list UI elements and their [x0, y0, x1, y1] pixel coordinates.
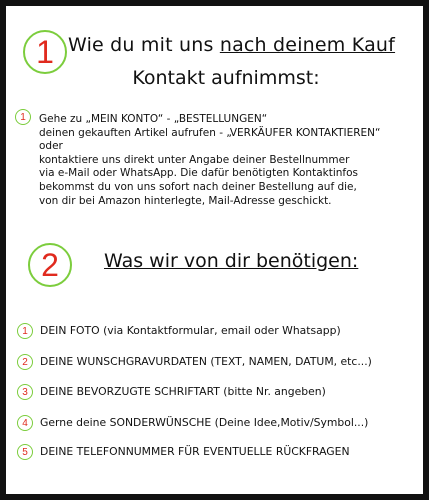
- section-2-number-badge: [28, 243, 72, 287]
- item-2-number: 2: [22, 356, 28, 368]
- instruction-line: via e-Mail oder WhatsApp. Die dafür benötigten Kontaktinfos: [39, 167, 358, 180]
- section-1-number: 1: [36, 33, 54, 70]
- item-2-text: DEINE WUNSCHGRAVURDATEN (TEXT, NAMEN, DATUM, etc...): [40, 355, 372, 368]
- section-1-number-badge: [23, 30, 67, 74]
- instruction-line: oder: [39, 140, 63, 153]
- item-5-badge: [17, 444, 33, 460]
- title-prefix: Wie du mit uns: [68, 34, 220, 56]
- instruction-line: bekommst du von uns sofort nach deiner Bestellung auf die,: [39, 180, 357, 193]
- instruction-line: kontaktiere uns direkt unter Angabe deiner Bestellnummer: [39, 153, 350, 166]
- item-4-text: Gerne deine SONDERWÜNSCHE (Deine Idee,Motiv/Symbol...): [40, 416, 369, 429]
- item-3-number: 3: [22, 386, 28, 398]
- item-5-text: DEINE TELEFONNUMMER FÜR EVENTUELLE RÜCKFRAGEN: [40, 445, 350, 458]
- title-underlined: nach deinem Kauf: [219, 34, 396, 56]
- item-3-text: DEINE BEVORZUGTE SCHRIFTART (bitte Nr. angeben): [40, 385, 326, 398]
- instruction-line: von dir bei Amazon hinterlegte, Mail-Adresse geschickt.: [39, 194, 332, 207]
- section-2-title: Was wir von dir benötigen:: [104, 250, 359, 272]
- instruction-line: Gehe zu „MEIN KONTO“ - „BESTELLUNGEN“: [39, 113, 268, 125]
- item-1-text: DEIN FOTO (via Kontaktformular, email oder Whatsapp): [40, 324, 341, 337]
- item-4-badge: [17, 415, 33, 431]
- item-3-badge: [17, 384, 33, 400]
- item-5-number: 5: [22, 446, 28, 458]
- step-number-badge: [15, 109, 31, 125]
- step-number: 1: [20, 111, 26, 123]
- section-1-title-line2: Kontakt aufnimmst:: [132, 67, 320, 89]
- item-2-badge: [17, 354, 33, 370]
- item-1-badge: [17, 323, 33, 339]
- section-2-number: 2: [41, 246, 59, 283]
- item-4-number: 4: [22, 417, 28, 429]
- item-1-number: 1: [22, 325, 28, 337]
- contact-instructions: [39, 113, 429, 208]
- section-1-title-line1: [68, 34, 418, 56]
- instruction-line: deinen gekauften Artikel aufrufen - „VERKÄUFER KONTAKTIEREN“: [39, 126, 381, 139]
